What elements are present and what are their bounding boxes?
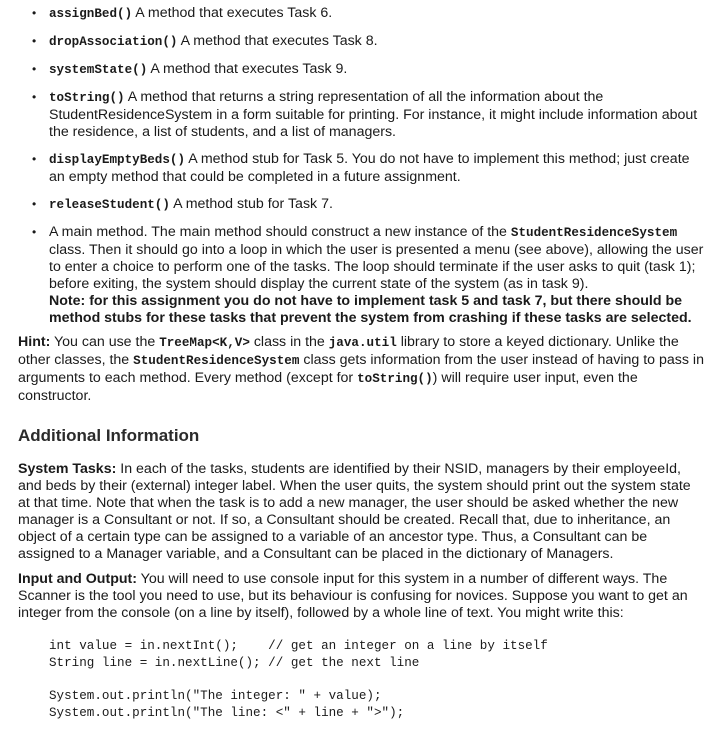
list-item (28, 61, 704, 79)
list-item (28, 33, 704, 51)
list-item (28, 196, 704, 214)
hint-text: class in the (249, 334, 329, 350)
main-text-after: class. Then it should go into a loop in which the user is presented a menu (see above), allowing the user to enter a choice to perform one of the tasks. The loop should terminate if the user asks to quit (task 1); before exiting, the system should display the current state of the system (as in task 9). (49, 242, 704, 292)
method-name: dropAssociation() (49, 35, 178, 49)
hint-code: toString() (357, 372, 433, 386)
system-tasks-paragraph (18, 461, 706, 563)
list-item-main-method (28, 224, 704, 327)
method-description: A method stub for Task 5. You do not have to implement this method; just create an empty method that could be completed in a future assignment. (49, 151, 690, 185)
hint-code: java.util (328, 336, 397, 350)
method-name: displayEmptyBeds() (49, 153, 186, 167)
list-item (28, 5, 704, 23)
method-description: A method stub for Task 7. (169, 196, 333, 212)
code-block-input: int value = in.nextInt(); // get an integer on a line by itself String line = in.nextLine(); // get the next line (49, 639, 548, 670)
method-name: assignBed() (49, 7, 133, 21)
input-output-text: You will need to use console input for this system in a number of different ways. The Scanner is the tool you need to use, but its behaviour is confusing for novices. Suppose you want to get an integer from the console (on a line by itself), followed by a whole line of text. You might write this: (18, 571, 688, 621)
method-description: A method that executes Task 6. (132, 5, 333, 21)
code-block-output: System.out.println("The integer: " + value); System.out.println("The line: <" + line + ">"); (49, 689, 405, 720)
method-name: toString() (49, 91, 125, 105)
method-list (28, 5, 704, 337)
list-item (28, 151, 704, 186)
method-name: releaseStudent() (49, 198, 170, 212)
hint-text: class gets information from the user instead of having to pass in arguments to each method. Every method (except for (18, 352, 704, 386)
hint-paragraph (18, 334, 706, 405)
system-tasks-label: System Tasks: (18, 461, 117, 477)
class-name: StudentResidenceSystem (510, 226, 678, 240)
hint-code: TreeMap<K,V> (159, 336, 250, 350)
input-output-paragraph (18, 571, 706, 622)
hint-label: Hint: (18, 334, 51, 350)
method-description: A method that executes Task 9. (147, 61, 348, 77)
assignment-note: Note: for this assignment you do not have to implement task 5 and task 7, but there should be method stubs for these tasks that prevent the system from crashing if these tasks are selected. (49, 293, 692, 326)
hint-code: StudentResidenceSystem (133, 354, 300, 368)
method-name: systemState() (49, 63, 148, 77)
main-text-before: A main method. The main method should construct a new instance of the (49, 224, 511, 240)
section-title: Additional Information (18, 426, 200, 445)
hint-text: You can use the (50, 334, 160, 350)
system-tasks-text: In each of the tasks, students are identified by their NSID, managers by their employeeId, and beds by their (external) integer label. When the user quits, the system should print out the system state at that time. Note that when the task is to add a new manager, the user should be asked whether the new manager is a Consultant or not. If so, a Consultant should be created. Recall that, due to inheritance, an object of a certain type can be assigned to a variable of an ancestor type. Thus, a Consultant can be assigned to a Manager variable, and a Consultant can be placed in the dictionary of Managers. (18, 461, 691, 562)
hint-text: library to store a keyed dictionary. Unlike the other classes, the (18, 334, 679, 368)
hint-text: ) will require user input, even the constructor. (18, 370, 638, 404)
input-output-label: Input and Output: (18, 571, 137, 587)
method-description: A method that returns a string representation of all the information about the StudentResidenceSystem in a form suitable for printing. For instance, it might include information about the residence, a list of students, and a list of managers. (49, 89, 698, 140)
method-description: A method that executes Task 8. (177, 33, 378, 49)
list-item (28, 89, 704, 141)
